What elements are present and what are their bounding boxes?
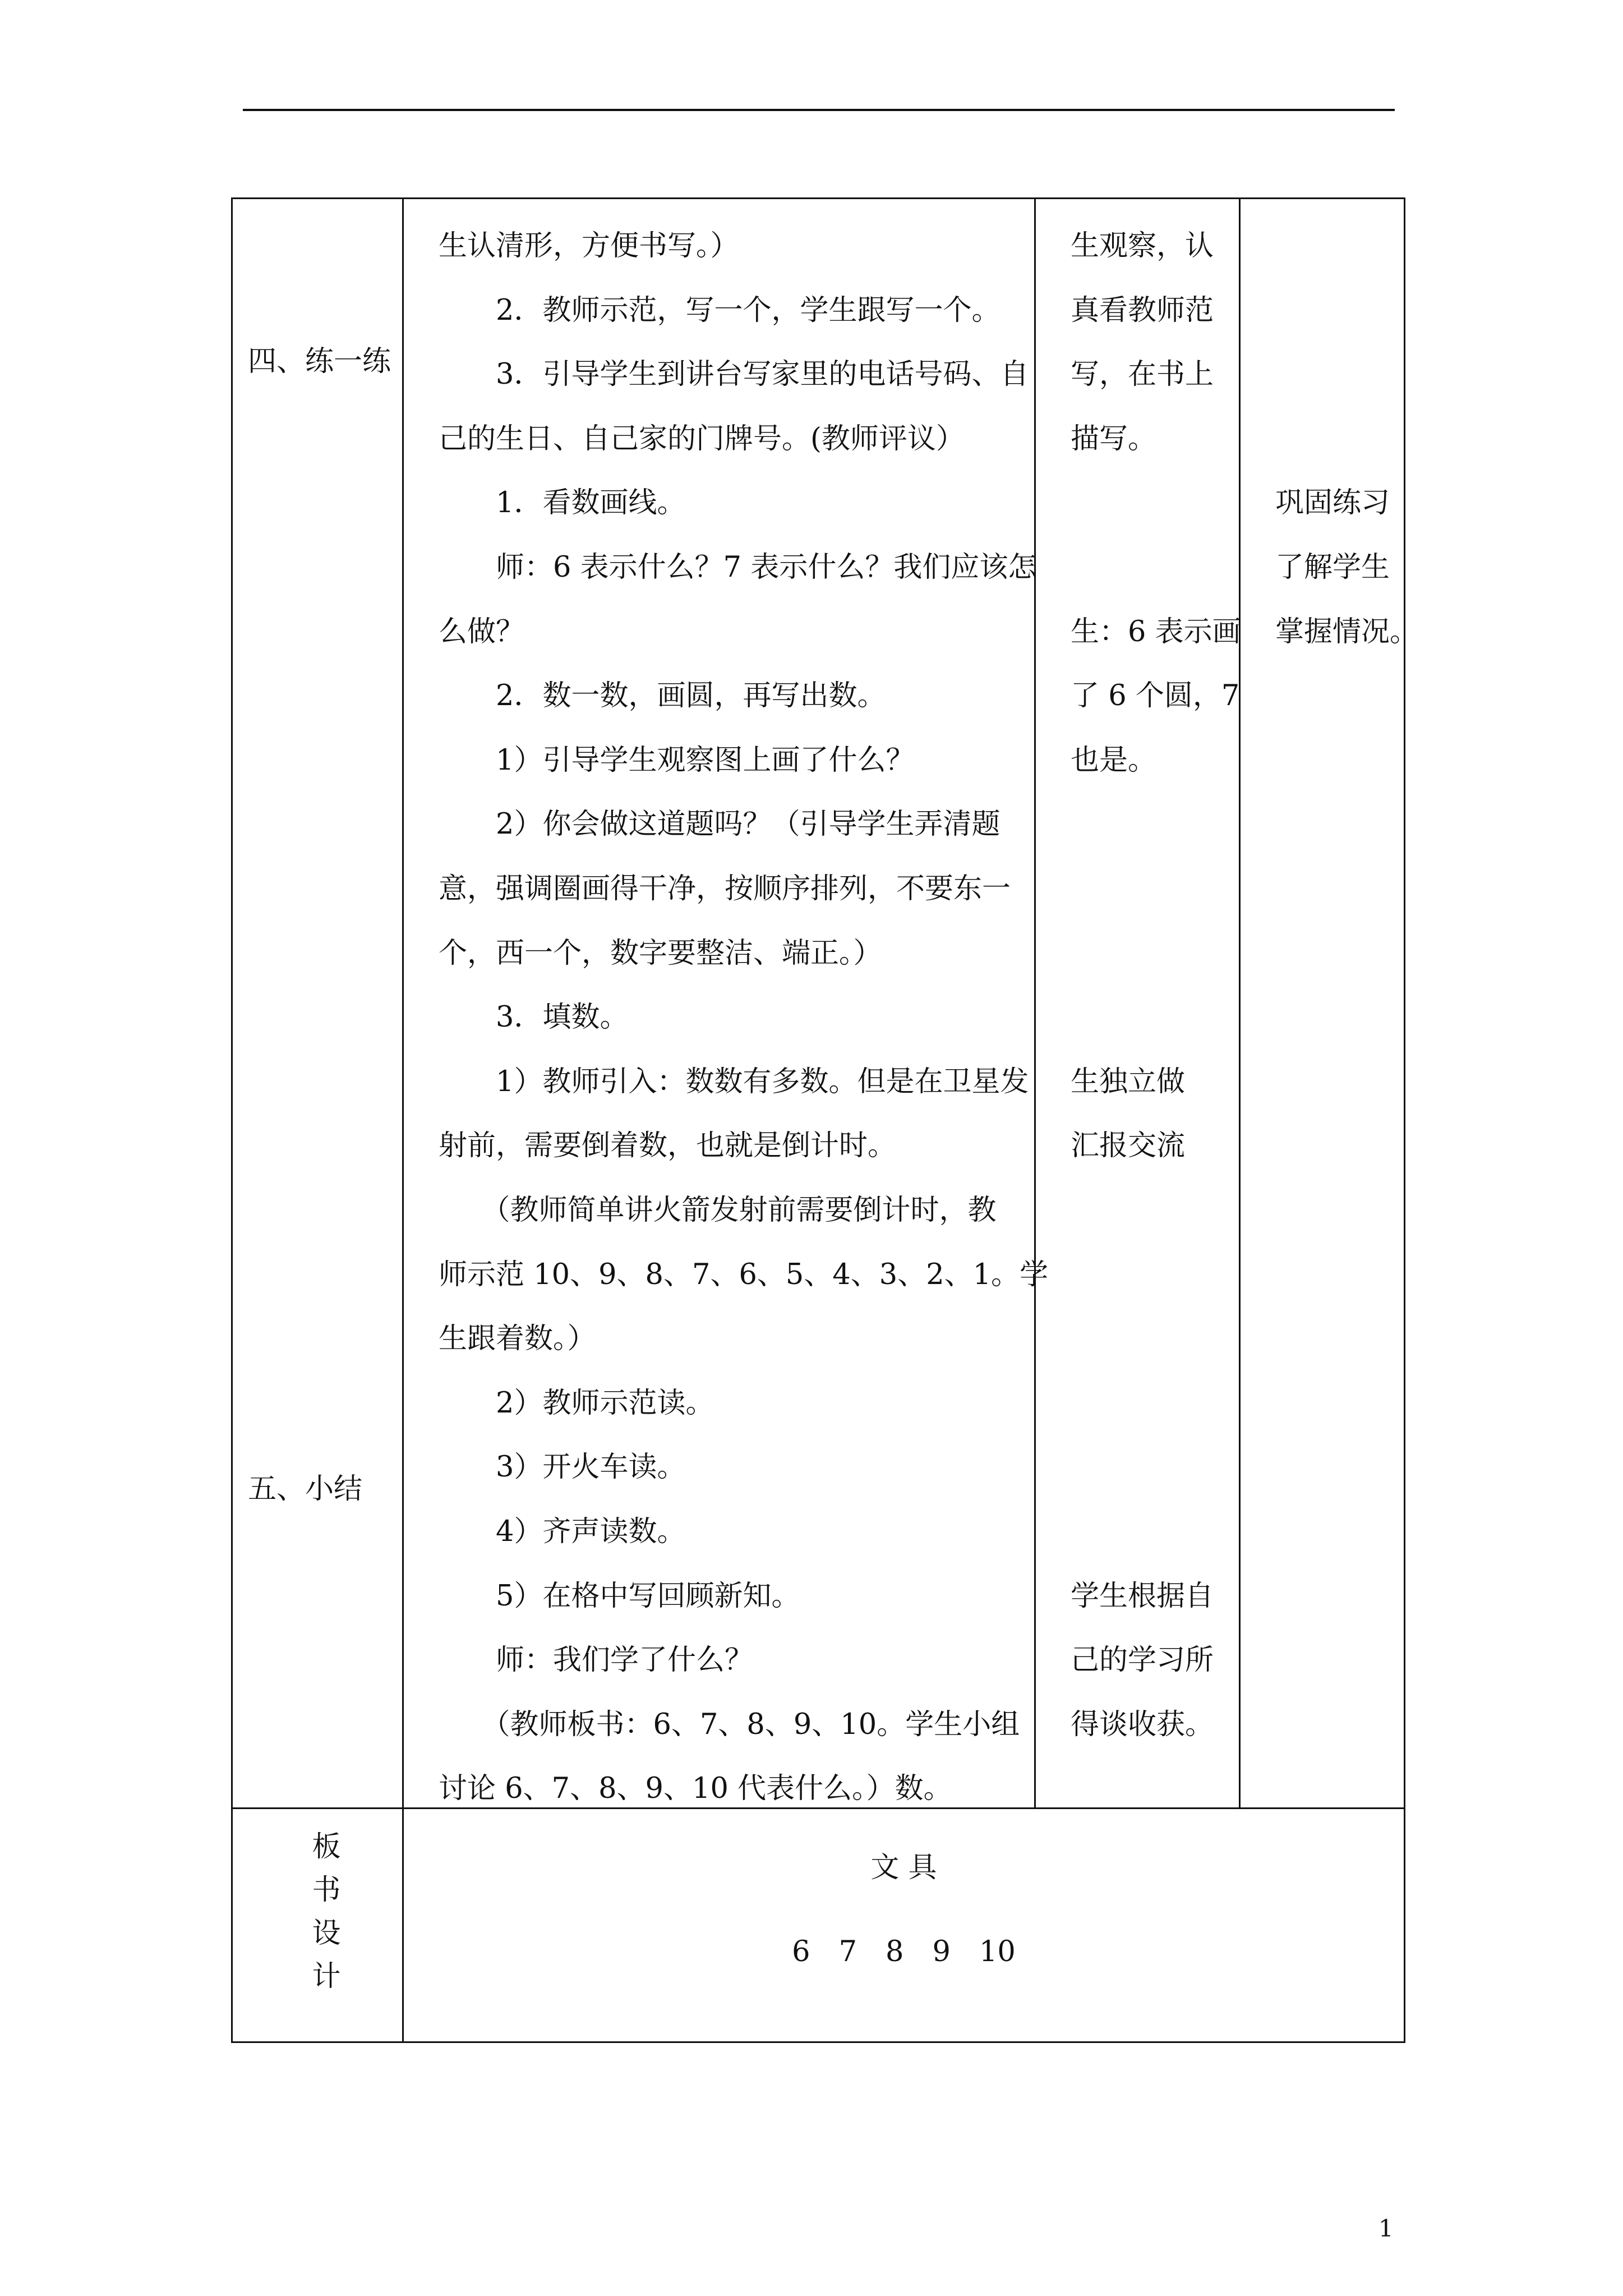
content-line: 生跟着数。） [439, 1322, 596, 1356]
intent-line: 巩固练习 [1275, 486, 1390, 520]
content-line: 么做？ [439, 615, 525, 648]
board-title: 文 具 [870, 1851, 937, 1884]
content-line: 己的生日、自己家的门牌号。(教师评议） [439, 422, 965, 455]
content-line: 生认清形，方便书写。） [439, 229, 739, 263]
content-line: 意，强调圈画得干净，按顺序排列，不要东一 [439, 872, 1011, 905]
content-line: 1）引导学生观察图上画了什么？ [439, 743, 915, 777]
table-left-border [231, 197, 233, 2043]
student-line: 写，在书上 [1071, 358, 1214, 392]
intent-line: 了解学生 [1275, 551, 1390, 584]
student-line: 真看教师范 [1071, 293, 1214, 327]
board-label-char: 设 [312, 1917, 341, 1950]
table-top-border [231, 197, 1405, 199]
student-column-divider [1239, 197, 1241, 1809]
content-line: 师示范 10、9、8、7、6、5、4、3、2、1。学 [439, 1258, 1049, 1291]
student-line: 生独立做 [1071, 1065, 1186, 1098]
student-line: 生观察，认 [1071, 229, 1214, 263]
student-line: 己的学习所 [1071, 1644, 1214, 1677]
board-label-char: 书 [312, 1874, 341, 1907]
student-line: 汇报交流 [1071, 1129, 1186, 1163]
content-line: 射前，需要倒着数，也就是倒计时。 [439, 1129, 897, 1163]
lesson-table [231, 197, 1419, 2043]
content-line: 3）开火车读。 [439, 1451, 686, 1484]
content-line: 5）在格中写回顾新知。 [439, 1579, 800, 1613]
content-line: 2．数一数，画圆，再写出数。 [439, 679, 886, 713]
stage-practice: 四、练一练 [248, 345, 391, 378]
content-line: 3．填数。 [439, 1001, 629, 1034]
board-label-char: 计 [312, 1960, 341, 1993]
content-column-divider [1034, 197, 1036, 1809]
student-line: 生：6 表示画 [1071, 615, 1241, 648]
student-line: 得谈收获。 [1071, 1708, 1214, 1741]
content-line: 讨论 6、7、8、9、10 代表什么。）数。 [439, 1772, 952, 1806]
table-right-border [1404, 197, 1405, 2043]
content-line: 师：我们学了什么？ [439, 1644, 754, 1677]
content-line: 4）齐声读数。 [439, 1515, 686, 1548]
content-line: 2）教师示范读。 [439, 1386, 714, 1420]
content-line: 个，西一个，数字要整洁、端正。） [439, 936, 882, 970]
content-line: 2）你会做这道题吗？（引导学生弄清题 [439, 808, 1000, 841]
student-line: 描写。 [1071, 422, 1157, 455]
page-number: 1 [1378, 2215, 1394, 2242]
header-rule [243, 109, 1395, 111]
content-line: 1）教师引入：数数有多数。但是在卫星发 [439, 1065, 1029, 1098]
board-numbers: 6 7 8 9 10 [792, 1935, 1016, 1968]
content-line: 1．看数画线。 [439, 486, 686, 520]
student-line: 了 6 个圆，7 [1071, 679, 1240, 713]
content-line: 3．引导学生到讲台写家里的电话号码、自 [439, 358, 1029, 392]
content-line: 2．教师示范，写一个，学生跟写一个。 [439, 293, 1000, 327]
student-line: 也是。 [1071, 743, 1157, 777]
content-line: （教师简单讲火箭发射前需要倒计时，教 [439, 1194, 997, 1227]
intent-line: 掌握情况。 [1275, 615, 1419, 648]
content-line: 师：6 表示什么？7 表示什么？我们应该怎 [439, 551, 1037, 584]
board-label-char: 板 [312, 1830, 341, 1864]
stage-column-divider [402, 197, 404, 2043]
content-line: （教师板书：6、7、8、9、10。学生小组 [439, 1708, 1020, 1741]
table-bottom-border [231, 2041, 1405, 2043]
stage-summary: 五、小结 [248, 1473, 363, 1506]
student-line: 学生根据自 [1071, 1579, 1214, 1613]
